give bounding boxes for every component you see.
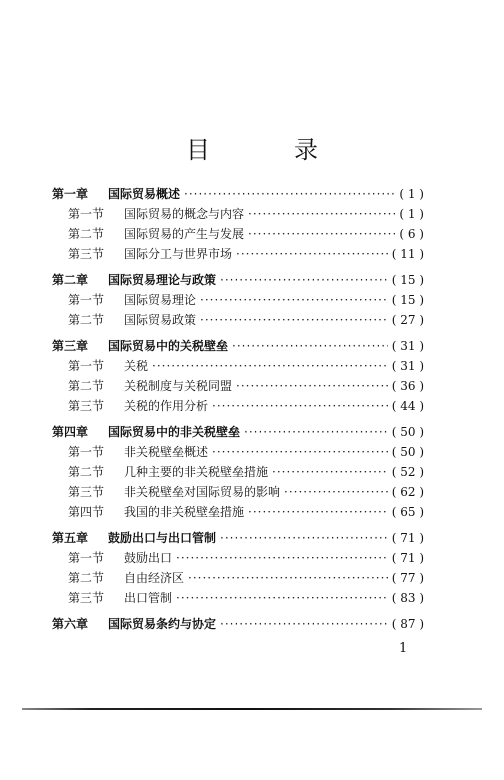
- toc-section-entry[interactable]: [52, 569, 424, 589]
- section-number: 第三节: [68, 399, 105, 413]
- page-reference: ( 52 ): [391, 465, 424, 479]
- bottom-rule: [22, 708, 482, 710]
- section-title: 关税制度与关税同盟: [124, 379, 233, 393]
- dot-leader: [176, 591, 388, 605]
- dot-leader: [220, 273, 388, 287]
- section-number: 第二节: [68, 313, 105, 327]
- page-reference: ( 31 ): [391, 339, 424, 353]
- dot-leader: [232, 339, 388, 353]
- toc-chapter-entry[interactable]: [52, 529, 424, 549]
- chapter-block: [52, 337, 424, 417]
- toc-section-entry[interactable]: [52, 397, 424, 417]
- page-reference: ( 71 ): [391, 531, 424, 545]
- chapter-title: 国际贸易概述: [108, 187, 181, 201]
- dot-leader: [284, 485, 388, 499]
- section-title: 国际贸易理论: [124, 293, 197, 307]
- dot-leader: [152, 359, 388, 373]
- toc-chapter-entry[interactable]: [52, 337, 424, 357]
- chapter-block: [52, 529, 424, 609]
- chapter-title: 国际贸易中的关税壁垒: [108, 339, 229, 353]
- dot-leader: [212, 445, 388, 459]
- toc-section-entry[interactable]: [52, 589, 424, 609]
- section-title: 自由经济区: [124, 571, 185, 585]
- toc-chapter-entry[interactable]: [52, 185, 424, 205]
- section-number: 第二节: [68, 465, 105, 479]
- chapter-number: 第三章: [52, 339, 89, 353]
- page-reference: ( 11 ): [391, 247, 424, 261]
- section-number: 第一节: [68, 207, 105, 221]
- toc-section-entry[interactable]: [52, 245, 424, 265]
- section-number: 第四节: [68, 505, 105, 519]
- page-reference: ( 77 ): [391, 571, 424, 585]
- chapter-title: 国际贸易条约与协定: [108, 617, 217, 631]
- section-title: 鼓励出口: [124, 551, 173, 565]
- toc-chapter-entry[interactable]: [52, 615, 424, 635]
- chapter-number: 第六章: [52, 617, 89, 631]
- section-number: 第一节: [68, 551, 105, 565]
- dot-leader: [200, 313, 388, 327]
- dot-leader: [272, 465, 388, 479]
- section-number: 第三节: [68, 247, 105, 261]
- page-reference: ( 27 ): [391, 313, 424, 327]
- section-title: 国际贸易政策: [124, 313, 197, 327]
- page-reference: ( 71 ): [391, 551, 424, 565]
- section-title: 非关税壁垒对国际贸易的影响: [124, 485, 281, 499]
- dot-leader: [220, 617, 388, 631]
- section-number: 第三节: [68, 591, 105, 605]
- section-number: 第一节: [68, 445, 105, 459]
- chapter-number: 第二章: [52, 273, 89, 287]
- page-reference: ( 36 ): [391, 379, 424, 393]
- chapter-title: 鼓励出口与出口管制: [108, 531, 217, 545]
- dot-leader: [200, 293, 388, 307]
- table-of-contents: [52, 185, 424, 641]
- chapter-block: [52, 185, 424, 265]
- page-reference: ( 65 ): [391, 505, 424, 519]
- chapter-number: 第一章: [52, 187, 89, 201]
- page-reference: ( 83 ): [391, 591, 424, 605]
- page-number: 1: [399, 641, 408, 656]
- chapter-title: 国际贸易中的非关税壁垒: [108, 425, 241, 439]
- toc-section-entry[interactable]: [52, 463, 424, 483]
- section-number: 第一节: [68, 359, 105, 373]
- dot-leader: [248, 207, 395, 221]
- section-number: 第二节: [68, 571, 105, 585]
- page-reference: ( 1 ): [399, 207, 424, 221]
- section-title: 国际贸易的概念与内容: [124, 207, 245, 221]
- toc-chapter-entry[interactable]: [52, 271, 424, 291]
- chapter-block: [52, 271, 424, 331]
- page-reference: ( 1 ): [399, 187, 424, 201]
- section-title: 我国的非关税壁垒措施: [124, 505, 245, 519]
- dot-leader: [248, 505, 388, 519]
- chapter-number: 第四章: [52, 425, 89, 439]
- section-title: 国际贸易的产生与发展: [124, 227, 245, 241]
- dot-leader: [212, 399, 388, 413]
- section-title: 国际分工与世界市场: [124, 247, 233, 261]
- chapter-block: [52, 615, 424, 635]
- section-number: 第一节: [68, 293, 105, 307]
- toc-section-entry[interactable]: [52, 549, 424, 569]
- dot-leader: [236, 379, 388, 393]
- page-reference: ( 50 ): [391, 425, 424, 439]
- dot-leader: [176, 551, 388, 565]
- chapter-number: 第五章: [52, 531, 89, 545]
- page-reference: ( 15 ): [391, 273, 424, 287]
- dot-leader: [184, 187, 395, 201]
- page-reference: ( 50 ): [391, 445, 424, 459]
- section-number: 第二节: [68, 227, 105, 241]
- chapter-block: [52, 423, 424, 523]
- section-title: 非关税壁垒概述: [124, 445, 209, 459]
- toc-section-entry[interactable]: [52, 205, 424, 225]
- dot-leader: [188, 571, 388, 585]
- section-title: 关税的作用分析: [124, 399, 209, 413]
- dot-leader: [248, 227, 395, 241]
- page-reference: ( 44 ): [391, 399, 424, 413]
- page-reference: ( 87 ): [391, 617, 424, 631]
- dot-leader: [220, 531, 388, 545]
- page-reference: ( 31 ): [391, 359, 424, 373]
- chapter-title: 国际贸易理论与政策: [108, 273, 217, 287]
- section-number: 第三节: [68, 485, 105, 499]
- section-title: 几种主要的非关税壁垒措施: [124, 465, 269, 479]
- toc-section-entry[interactable]: [52, 483, 424, 503]
- page-reference: ( 62 ): [391, 485, 424, 499]
- toc-chapter-entry[interactable]: [52, 423, 424, 443]
- toc-section-entry[interactable]: [52, 443, 424, 463]
- section-number: 第二节: [68, 379, 105, 393]
- toc-section-entry[interactable]: [52, 357, 424, 377]
- page-reference: ( 15 ): [391, 293, 424, 307]
- page-reference: ( 6 ): [399, 227, 424, 241]
- dot-leader: [236, 247, 388, 261]
- section-title: 出口管制: [124, 591, 173, 605]
- toc-section-entry[interactable]: [52, 377, 424, 397]
- toc-section-entry[interactable]: [52, 225, 424, 245]
- dot-leader: [244, 425, 388, 439]
- toc-section-entry[interactable]: [52, 311, 424, 331]
- page-title: 目 录: [186, 136, 348, 164]
- section-title: 关税: [124, 359, 149, 373]
- toc-section-entry[interactable]: [52, 503, 424, 523]
- toc-section-entry[interactable]: [52, 291, 424, 311]
